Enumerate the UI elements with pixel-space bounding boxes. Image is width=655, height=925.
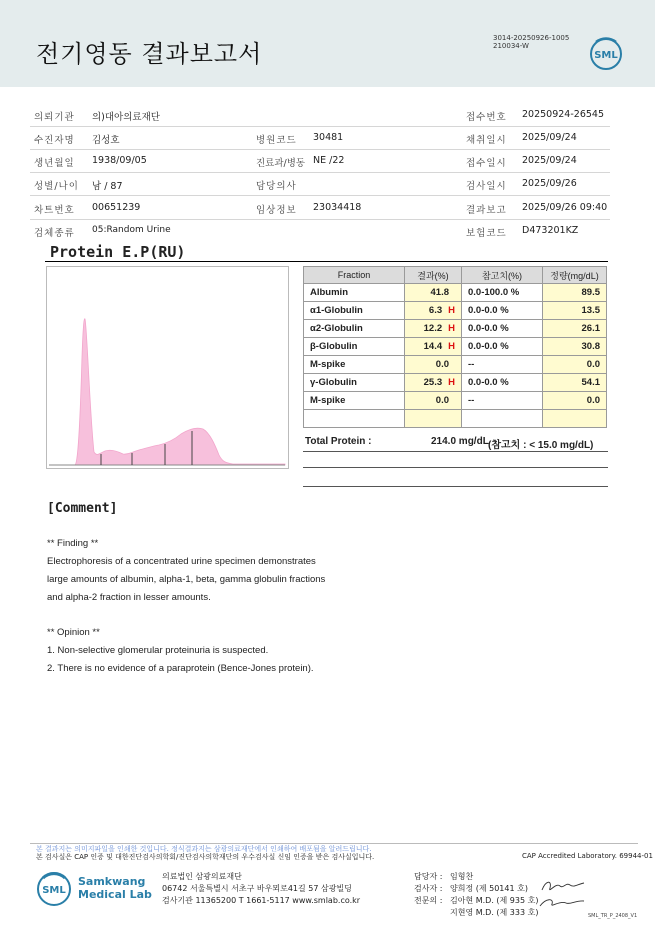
label-requesting-org: 의뢰기관 xyxy=(34,112,75,123)
cell-fraction: α1-Globulin xyxy=(304,302,405,320)
report-title: 전기영동 결과보고서 xyxy=(36,40,263,68)
cell-quantity: 0.0 xyxy=(543,392,607,410)
total-protein-value: 214.0 mg/dL xyxy=(431,436,489,447)
label-sex-age: 성별/나이 xyxy=(34,181,79,192)
cell-reference: 0.0-0.0 % xyxy=(462,320,543,338)
staff-name: 지현영 M.D. (제 333 호) xyxy=(450,908,539,917)
total-protein-row xyxy=(305,436,608,451)
info-row-1 xyxy=(30,103,610,127)
sml-footer-logo-icon xyxy=(34,869,74,909)
cell-reference: 0.0-0.0 % xyxy=(462,338,543,356)
document-id xyxy=(493,34,569,50)
brand-name xyxy=(78,875,152,901)
cell-reference: -- xyxy=(462,392,543,410)
label-specimen-type: 검체종류 xyxy=(34,228,75,239)
cell-quantity xyxy=(543,410,607,428)
cell-result xyxy=(405,356,462,374)
label-insurance-code: 보험코드 xyxy=(466,228,507,239)
result-value: 25.3 xyxy=(423,377,443,388)
sml-logo-icon xyxy=(588,36,624,72)
document-id-line1: 3014-20250926-1005 xyxy=(493,34,570,42)
fraction-table xyxy=(303,266,607,428)
divider xyxy=(303,451,608,452)
finding-line: Electrophoresis of a concentrated urine specimen demonstrates xyxy=(47,556,316,567)
notice-black: 본 검사실은 CAP 인증 및 대한진단검사의학회/진단검사의학재단의 우수검사실 신임 인증을 받은 검사실입니다. xyxy=(36,853,375,861)
cell-result xyxy=(405,320,462,338)
staff-name: 임형찬 xyxy=(450,872,474,881)
electropherogram-curve xyxy=(47,267,288,468)
divider xyxy=(303,486,608,487)
cell-fraction: β-Globulin xyxy=(304,338,405,356)
cell-fraction: M-spike xyxy=(304,392,405,410)
staff-row xyxy=(414,895,538,907)
value-requesting-org: 의)대아의료재단 xyxy=(92,112,160,123)
table-row xyxy=(304,302,607,320)
org-info xyxy=(162,871,360,907)
cell-result xyxy=(405,410,462,428)
value-test-date: 2025/09/26 xyxy=(522,178,577,189)
value-birth-date: 1938/09/05 xyxy=(92,155,147,166)
label-patient-name: 수진자명 xyxy=(34,135,75,146)
cell-reference: 0.0-100.0 % xyxy=(462,284,543,302)
brand-line2: Medical Lab xyxy=(78,888,152,901)
finding-line: large amounts of albumin, alpha-1, beta, gamma globulin fractions xyxy=(47,574,326,585)
result-value: 14.4 xyxy=(423,341,443,352)
org-name: 의료법인 삼광의료재단 xyxy=(162,872,242,881)
cell-reference: 0.0-0.0 % xyxy=(462,302,543,320)
cell-fraction: α2-Globulin xyxy=(304,320,405,338)
result-value: 0.0 xyxy=(435,395,449,406)
info-row-6 xyxy=(30,219,610,242)
brand-line1: Samkwang xyxy=(78,875,146,888)
cell-fraction: M-spike xyxy=(304,356,405,374)
cell-reference: -- xyxy=(462,356,543,374)
table-row xyxy=(304,356,607,374)
high-flag: H xyxy=(448,377,455,388)
result-value: 12.2 xyxy=(423,323,443,334)
table-row xyxy=(304,284,607,302)
label-clinical-info: 임상정보 xyxy=(256,205,297,216)
value-specimen-type: 05:Random Urine xyxy=(92,225,171,235)
opinion-line: 1. Non-selective glomerular proteinuria is suspected. xyxy=(47,645,269,656)
cell-quantity: 13.5 xyxy=(543,302,607,320)
finding-header: ** Finding ** xyxy=(47,538,99,549)
cell-quantity: 89.5 xyxy=(543,284,607,302)
label-hospital-code: 병원코드 xyxy=(256,135,297,146)
label-collection-date: 채취일시 xyxy=(466,135,507,146)
value-patient-name: 김성호 xyxy=(92,135,120,146)
value-report-date: 2025/09/26 09:40 xyxy=(522,202,608,213)
comment-title: [Comment] xyxy=(47,501,118,516)
cell-quantity: 0.0 xyxy=(543,356,607,374)
staff-name: 김아현 M.D. (제 935 호) xyxy=(450,896,539,905)
value-chart-number: 00651239 xyxy=(92,202,141,213)
cell-result xyxy=(405,302,462,320)
staff-row xyxy=(414,883,538,895)
header-fraction: Fraction xyxy=(304,267,405,284)
header-reference: 참고치(%) xyxy=(462,267,543,284)
cell-reference xyxy=(462,410,543,428)
table-row-empty xyxy=(304,410,607,428)
info-row-3 xyxy=(30,149,610,173)
form-code: SML_TR_P_2408_V1 xyxy=(588,913,638,919)
table-row xyxy=(304,392,607,410)
document-id-line2: 210034-W xyxy=(493,42,529,50)
staff-name: 양희정 (제 50141 호) xyxy=(450,884,528,893)
notice-blue: 본 결과지는 의미지파일을 인쇄한 것입니다. 정식결과지는 삼광의료재단에서 인쇄하여 배포됨을 알려드립니다. xyxy=(36,845,372,853)
staff-row xyxy=(414,871,538,883)
org-address: 06742 서울특별시 서초구 바우뫼로41길 57 삼광빌딩 xyxy=(162,884,352,893)
section-title: Protein E.P(RU) xyxy=(50,243,186,261)
value-department-ward: NE /22 xyxy=(313,155,345,166)
value-hospital-code: 30481 xyxy=(313,132,344,143)
label-department-ward: 진료과/병동 xyxy=(256,158,306,169)
high-flag: H xyxy=(448,305,455,316)
label-physician: 담당의사 xyxy=(256,181,297,192)
section-divider xyxy=(45,261,608,262)
footer-logo-text: SML xyxy=(42,885,66,896)
value-receipt-number: 20250924-26545 xyxy=(522,109,605,120)
value-clinical-info: 23034418 xyxy=(313,202,362,213)
label-report-date: 결과보고 xyxy=(466,205,507,216)
value-receipt-date: 2025/09/24 xyxy=(522,155,577,166)
cell-fraction: γ-Globulin xyxy=(304,374,405,392)
result-value: 41.8 xyxy=(430,287,449,298)
finding-line: and alpha-2 fraction in lesser amounts. xyxy=(47,592,211,603)
value-sex-age: 남 / 87 xyxy=(92,181,123,192)
divider xyxy=(303,467,608,468)
high-flag: H xyxy=(448,341,455,352)
info-row-2 xyxy=(30,126,610,150)
opinion-header: ** Opinion ** xyxy=(47,627,100,638)
org-contact: 검사기관 11365200 T 1661-5117 www.smlab.co.kr xyxy=(162,896,361,905)
label-chart-number: 차트번호 xyxy=(34,205,75,216)
staff-row xyxy=(414,907,538,919)
info-row-5 xyxy=(30,196,610,220)
total-protein-reference: (참고치 : < 15.0 mg/dL) xyxy=(488,440,594,451)
cell-reference: 0.0-0.0 % xyxy=(462,374,543,392)
cell-quantity: 30.8 xyxy=(543,338,607,356)
total-protein-label: Total Protein : xyxy=(305,436,372,447)
cell-fraction xyxy=(304,410,405,428)
value-insurance-code: D473201KZ xyxy=(522,225,579,236)
header-quantity: 정량(mg/dL) xyxy=(543,267,607,284)
cell-quantity: 54.1 xyxy=(543,374,607,392)
label-receipt-number: 접수번호 xyxy=(466,112,507,123)
value-collection-date: 2025/09/24 xyxy=(522,132,577,143)
table-row xyxy=(304,374,607,392)
electropherogram xyxy=(46,266,289,469)
staff-role: 담당자 : xyxy=(414,872,443,881)
cell-result xyxy=(405,392,462,410)
result-value: 6.3 xyxy=(428,305,443,316)
cell-quantity: 26.1 xyxy=(543,320,607,338)
table-row xyxy=(304,320,607,338)
result-value: 0.0 xyxy=(435,359,449,370)
cap-accreditation: CAP Accredited Laboratory. 69944-01 xyxy=(522,852,653,860)
header-result: 결과(%) xyxy=(405,267,462,284)
staff-role: 검사자 : xyxy=(414,884,443,893)
signature-icon xyxy=(536,876,588,912)
cell-result xyxy=(405,284,462,302)
high-flag: H xyxy=(448,323,455,334)
table-header-row xyxy=(304,267,607,284)
cell-result xyxy=(405,374,462,392)
logo-text: SML xyxy=(594,50,618,61)
table-row xyxy=(304,338,607,356)
cell-fraction: Albumin xyxy=(304,284,405,302)
info-row-4 xyxy=(30,172,610,196)
cell-result xyxy=(405,338,462,356)
label-receipt-date: 접수일시 xyxy=(466,158,507,169)
staff-role: 전문의 : xyxy=(414,896,443,905)
label-birth-date: 생년월일 xyxy=(34,158,75,169)
staff-list xyxy=(414,871,538,919)
label-test-date: 검사일시 xyxy=(466,181,507,192)
opinion-line: 2. There is no evidence of a paraprotein (Bence-Jones protein). xyxy=(47,663,314,674)
